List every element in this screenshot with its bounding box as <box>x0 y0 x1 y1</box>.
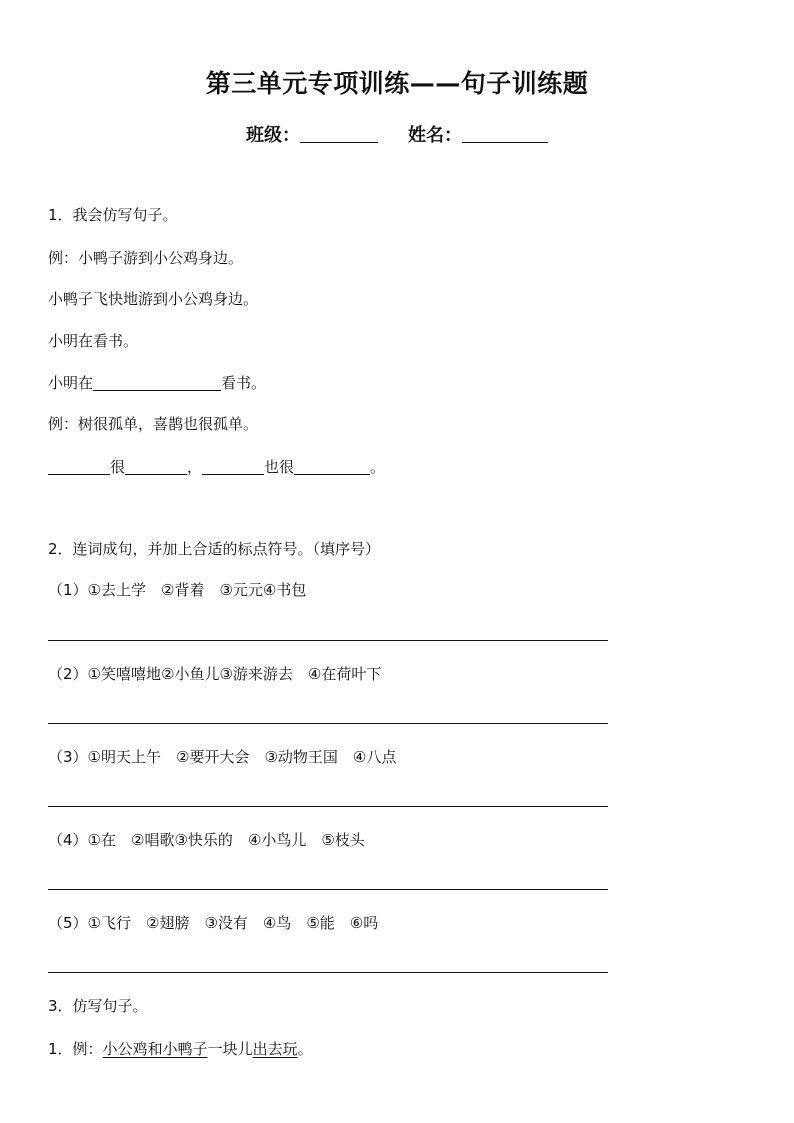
example-prefix: 1．例： <box>48 1040 103 1058</box>
fill-start: 小明在 <box>48 374 94 392</box>
underlined-subject-1: 小公鸡 <box>102 1040 148 1058</box>
q2-item-3: （3）①明天上午 ②要开大会 ③动物王国 ④八点 <box>48 748 397 766</box>
q2-item-1: （1）①去上学 ②背着 ③元元④书包 <box>48 581 307 599</box>
q2-item-5: （5）①飞行 ②翅膀 ③没有 ④鸟 ⑤能 ⑥吗 <box>48 914 379 932</box>
period: 。 <box>370 458 386 476</box>
name-blank[interactable] <box>462 126 548 143</box>
q2-item-2: （2）①笑嘻嘻地②小鱼儿③游来游去 ④在荷叶下 <box>48 665 382 683</box>
q1-task1-fill <box>48 373 266 393</box>
fill-blank[interactable] <box>93 375 221 391</box>
q1-heading: 1．我会仿写句子。 <box>48 206 178 224</box>
example-sentence: 小鸭子游到小公鸡身边。 <box>78 249 244 267</box>
fill-blank-2[interactable] <box>125 459 187 475</box>
answer-line-4[interactable] <box>48 889 608 890</box>
answer-line-1[interactable] <box>48 640 608 641</box>
answer-line-2[interactable] <box>48 723 608 724</box>
underlined-subject-2: 小鸭子 <box>162 1040 208 1058</box>
q2-item-4: （4）①在 ②唱歌③快乐的 ④小鸟儿 ⑤枝头 <box>48 831 365 849</box>
q1-example-1 <box>48 248 243 268</box>
comma: ， <box>187 458 203 476</box>
q1-example-2: 例：树很孤单，喜鹊也很孤单。 <box>48 415 259 433</box>
underlined-conjunction: 和 <box>147 1040 163 1058</box>
adverb: 一块儿 <box>207 1040 253 1058</box>
q1-task2-fill <box>48 457 385 477</box>
underlined-verb: 出去玩 <box>252 1040 298 1058</box>
name-label: 姓名： <box>408 125 462 146</box>
class-blank[interactable] <box>300 126 378 143</box>
page-title: 第三单元专项训练——句子训练题 <box>205 69 589 98</box>
period: 。 <box>297 1040 313 1058</box>
fill-blank-3[interactable] <box>202 459 264 475</box>
word-hen: 很 <box>110 458 126 476</box>
fill-end: 看书。 <box>221 374 267 392</box>
q3-heading: 3．仿写句子。 <box>48 997 148 1015</box>
fill-blank-1[interactable] <box>48 459 110 475</box>
q1-example-expanded: 小鸭子飞快地游到小公鸡身边。 <box>48 290 259 308</box>
fill-blank-4[interactable] <box>294 459 370 475</box>
q1-task1-sentence: 小明在看书。 <box>48 332 139 350</box>
class-label: 班级： <box>246 125 300 146</box>
student-info <box>0 121 794 147</box>
word-yehen: 也很 <box>264 458 295 476</box>
q3-example <box>48 1039 313 1059</box>
example-prefix: 例： <box>48 249 79 267</box>
answer-line-3[interactable] <box>48 806 608 807</box>
answer-line-5[interactable] <box>48 972 608 973</box>
q2-heading: 2．连词成句，并加上合适的标点符号。（填序号） <box>48 540 381 558</box>
